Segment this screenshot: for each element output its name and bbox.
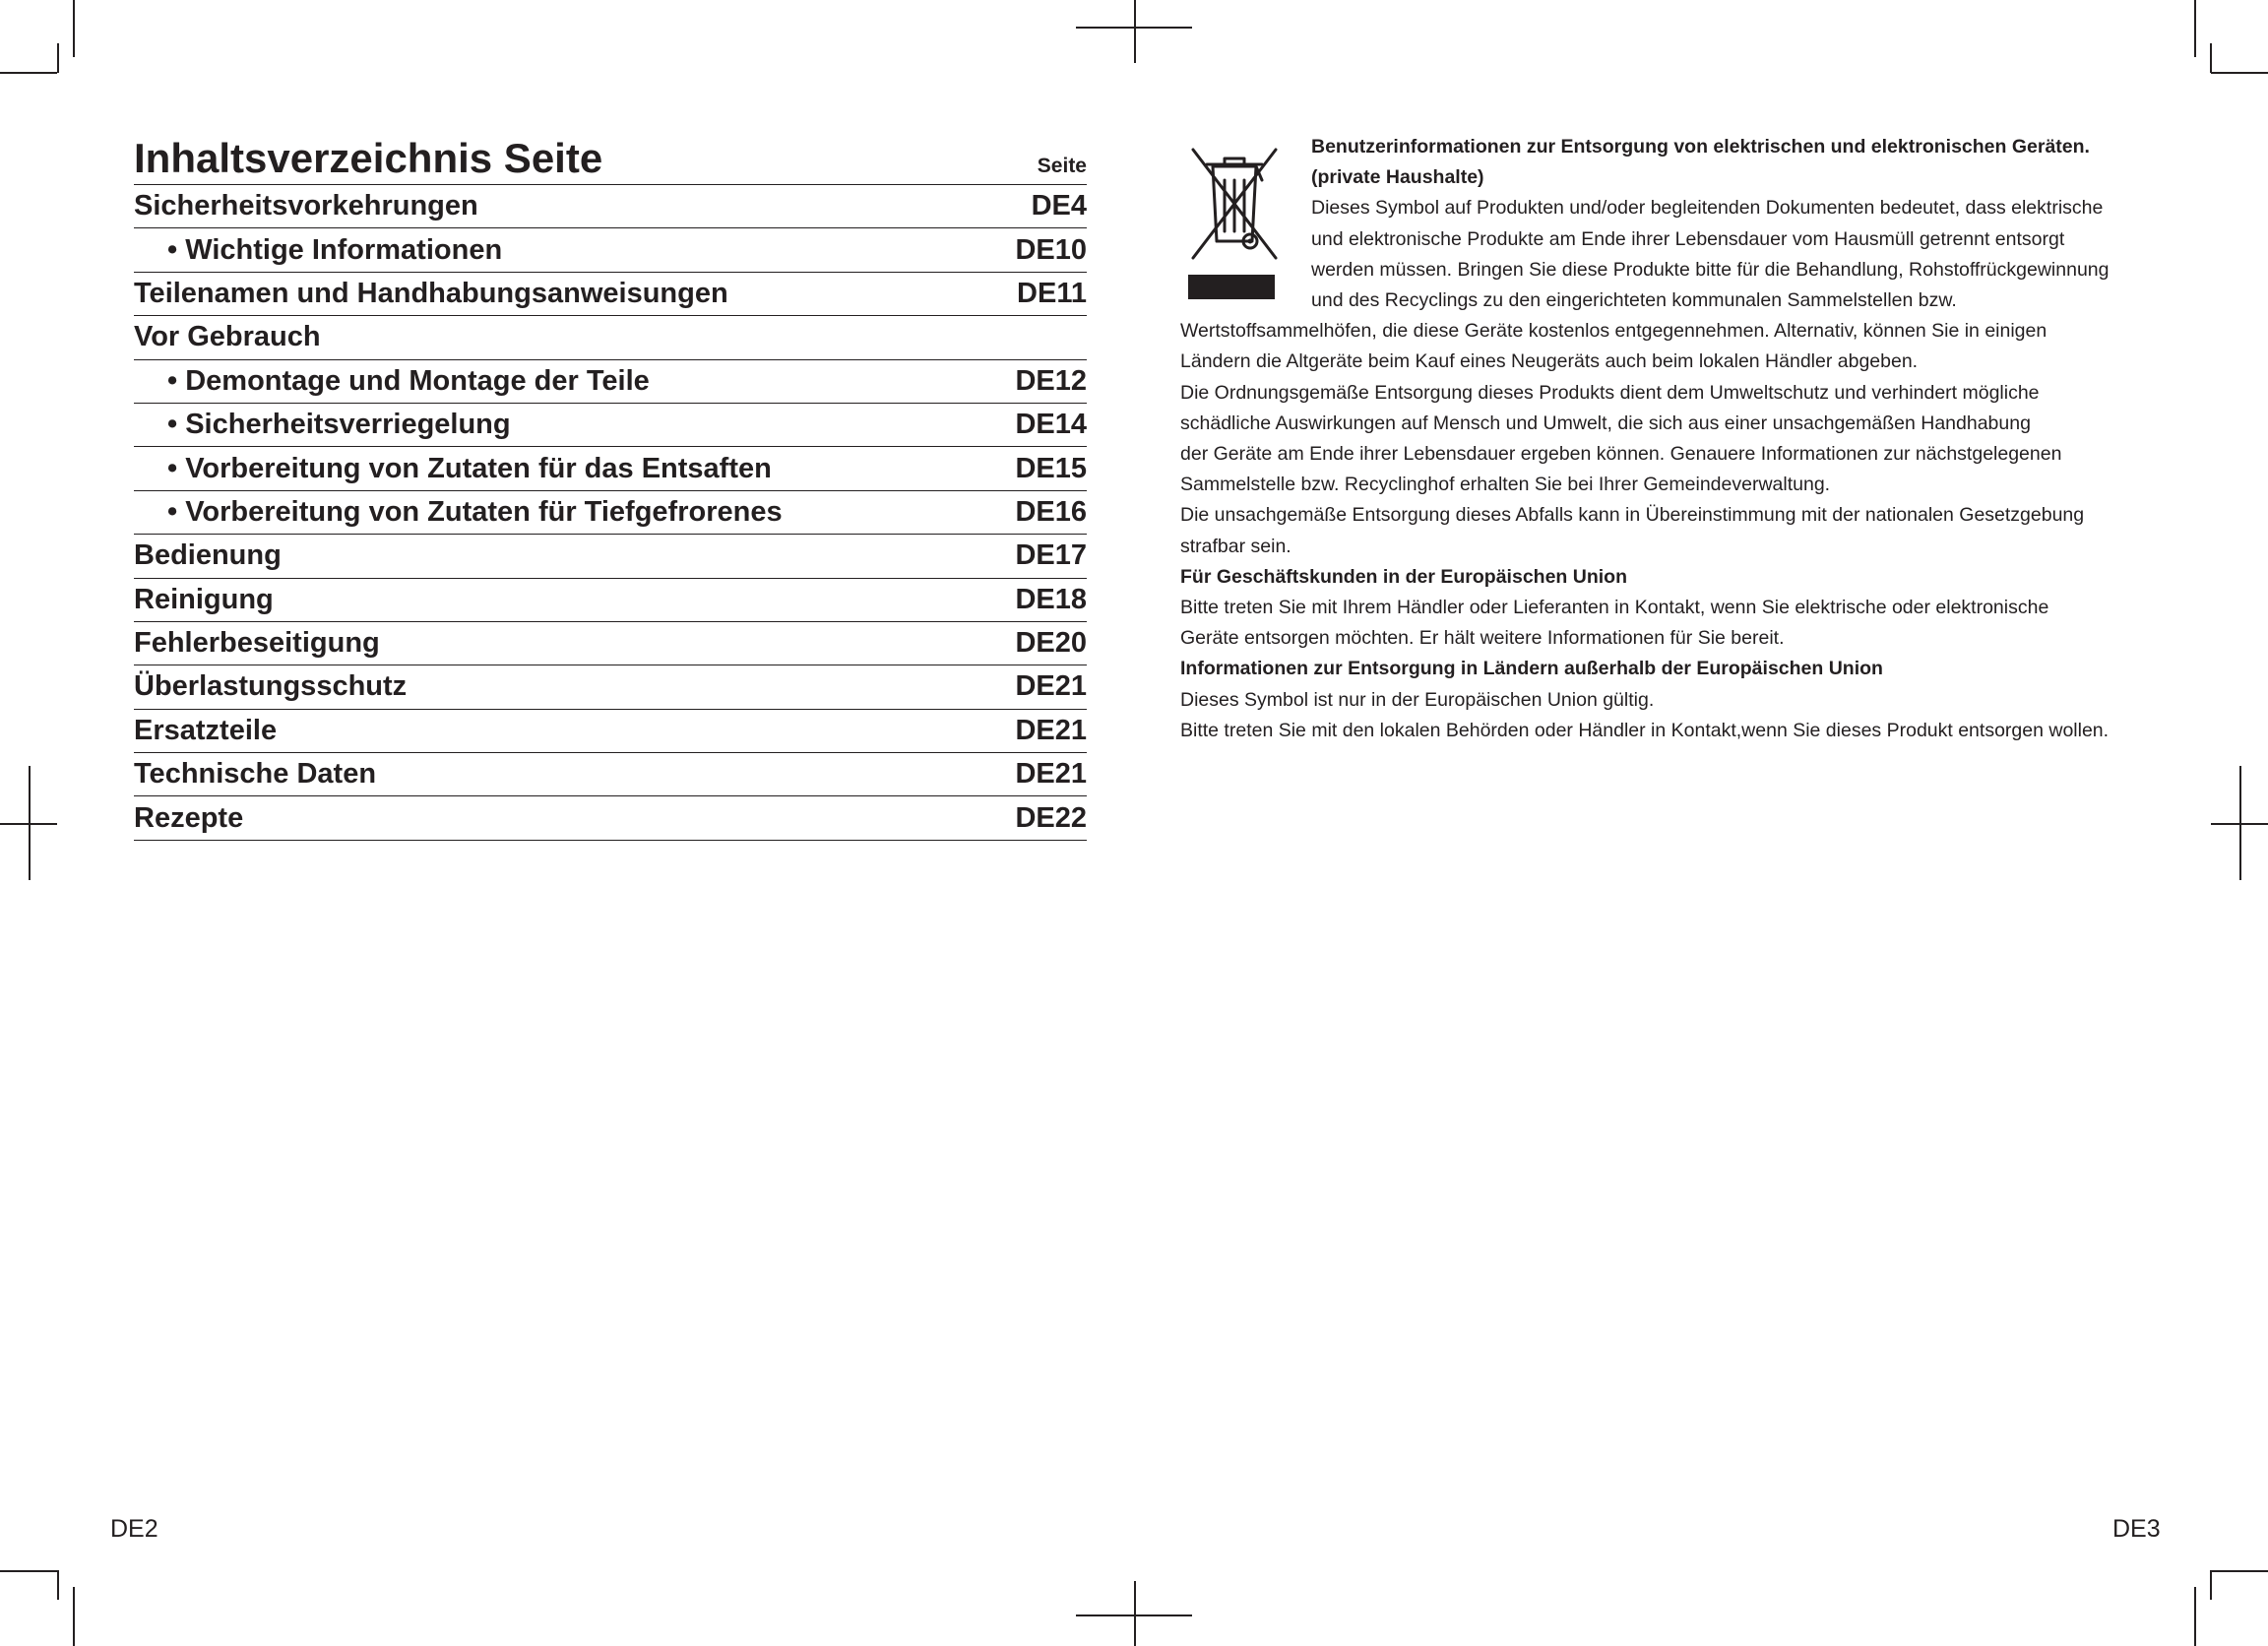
toc-entry-page: DE17 <box>1015 539 1087 572</box>
toc-entry[interactable] <box>134 447 1087 490</box>
toc-entry[interactable] <box>134 579 1087 622</box>
crop-mark <box>0 1570 57 1572</box>
toc-entry[interactable] <box>134 185 1087 228</box>
crop-mark <box>2210 43 2212 73</box>
toc-entry-page: DE14 <box>1015 409 1087 441</box>
toc-title: Inhaltsverzeichnis Seite <box>134 135 603 181</box>
info-line: Bitte treten Sie mit Ihrem Händler oder Lieferanten in Kontakt, wenn Sie elektrische oder elektronische <box>1180 597 2049 619</box>
crop-mark <box>2239 766 2241 880</box>
crop-mark <box>1134 1581 1136 1646</box>
info-line: Ländern die Altgeräte beim Kauf eines Neugeräts auch beim lokalen Händler abgeben. <box>1180 350 1919 373</box>
disposal-information <box>1180 132 2165 746</box>
toc-entry[interactable] <box>134 796 1087 840</box>
toc-entry-label: Teilenamen und Handhabungsanweisungen <box>134 277 728 309</box>
toc-entry-label: Bedienung <box>134 539 282 572</box>
toc-entry[interactable] <box>134 404 1087 447</box>
toc-entry[interactable] <box>134 535 1087 578</box>
toc-entry[interactable] <box>134 622 1087 665</box>
crop-mark <box>2211 1570 2268 1572</box>
toc-entry[interactable] <box>134 665 1087 709</box>
toc-entry-page: DE21 <box>1015 670 1087 703</box>
toc-entry[interactable] <box>134 710 1087 753</box>
toc-entry-page: DE18 <box>1015 583 1087 615</box>
toc-entry-page: DE16 <box>1015 495 1087 528</box>
crop-mark <box>2194 0 2196 57</box>
crop-mark <box>29 766 31 880</box>
toc-entry-label: • Wichtige Informationen <box>167 233 503 266</box>
info-line: schädliche Auswirkungen auf Mensch und Umwelt, die sich aus einer unsachgemäßen Handhabung <box>1180 412 2031 434</box>
toc-entry-label: Ersatzteile <box>134 714 278 746</box>
info-line: werden müssen. Bringen Sie diese Produkte bitte für die Behandlung, Rohstoffrückgewinnung <box>1311 258 2110 281</box>
toc-entry-label: Technische Daten <box>134 758 377 791</box>
toc-entry[interactable] <box>134 273 1087 316</box>
toc-entry-label: Fehlerbeseitigung <box>134 627 380 660</box>
crop-mark <box>2194 1587 2196 1646</box>
toc-entry[interactable] <box>134 316 1087 359</box>
info-line: Die unsachgemäße Entsorgung dieses Abfalls kann in Übereinstimmung mit der nationalen Gesetzgebung <box>1180 504 2085 527</box>
toc-entry-page: DE11 <box>1017 277 1087 309</box>
info-line: der Geräte am Ende ihrer Lebensdauer ergeben können. Genauere Informationen zur nächstgelegenen <box>1180 443 2062 466</box>
toc-entry-label: • Vorbereitung von Zutaten für Tiefgefrorenes <box>167 495 783 528</box>
toc-entry[interactable] <box>134 360 1087 404</box>
info-line: Die Ordnungsgemäße Entsorgung dieses Produkts dient dem Umweltschutz und verhindert mögliche <box>1180 381 2040 404</box>
toc-entry-label: Sicherheitsvorkehrungen <box>134 190 478 222</box>
toc-entry-page: DE21 <box>1015 758 1087 791</box>
toc-entry-label: • Vorbereitung von Zutaten für das Entsaften <box>167 452 772 484</box>
crop-mark <box>57 43 59 73</box>
info-line: Geräte entsorgen möchten. Er hält weitere Informationen für Sie bereit. <box>1180 627 1785 650</box>
crop-mark <box>57 1570 59 1600</box>
toc-entry[interactable] <box>134 228 1087 272</box>
info-line: Bitte treten Sie mit den lokalen Behörden oder Händler in Kontakt,wenn Sie dieses Produkt entsorgen wollen. <box>1180 719 2110 741</box>
toc-entry[interactable] <box>134 753 1087 796</box>
toc-entry-page: DE10 <box>1015 233 1087 266</box>
crop-mark <box>73 0 75 57</box>
info-line: Dieses Symbol ist nur in der Europäischen Union gültig. <box>1180 688 1655 711</box>
toc-entry-label: Überlastungsschutz <box>134 670 408 703</box>
toc-entry-page: DE21 <box>1015 714 1087 746</box>
toc-entry[interactable] <box>134 491 1087 535</box>
crop-mark <box>2211 72 2268 74</box>
info-heading: (private Haushalte) <box>1311 166 1484 189</box>
toc-entries <box>134 185 1087 841</box>
toc-entry-label: Reinigung <box>134 583 274 615</box>
info-heading: Benutzerinformationen zur Entsorgung von elektrischen und elektronischen Geräten. <box>1311 136 2090 158</box>
table-of-contents <box>134 133 1087 841</box>
crop-mark <box>2210 1570 2212 1600</box>
toc-entry-page: DE20 <box>1015 627 1087 660</box>
crop-mark <box>73 1587 75 1646</box>
page-number-right: DE3 <box>2112 1515 2161 1543</box>
crop-mark <box>1134 0 1136 63</box>
toc-entry-label: • Sicherheitsverriegelung <box>167 409 511 441</box>
crop-mark <box>0 72 57 74</box>
toc-entry-label: • Demontage und Montage der Teile <box>167 364 650 397</box>
info-line: Sammelstelle bzw. Recyclinghof erhalten Sie bei Ihrer Gemeindeverwaltung. <box>1180 474 1831 496</box>
toc-entry-page: DE22 <box>1015 801 1087 834</box>
toc-entry-page: DE15 <box>1015 452 1087 484</box>
info-line: Dieses Symbol auf Produkten und/oder begleitenden Dokumenten bedeutet, dass elektrische <box>1311 197 2104 220</box>
info-line: und elektronische Produkte am Ende ihrer Lebensdauer vom Hausmüll getrennt entsorgt <box>1311 227 2065 250</box>
info-heading: Für Geschäftskunden in der Europäischen Union <box>1180 565 1627 588</box>
toc-entry-page: DE12 <box>1015 364 1087 397</box>
toc-entry-label: Rezepte <box>134 801 244 834</box>
toc-page-column-header: Seite <box>1037 155 1087 177</box>
toc-header <box>134 133 1087 185</box>
toc-entry-label: Vor Gebrauch <box>134 321 321 353</box>
info-line: Wertstoffsammelhöfen, die diese Geräte kostenlos entgegennehmen. Alternativ, können Sie in einigen <box>1180 320 2048 343</box>
toc-entry-page: DE4 <box>1031 190 1087 222</box>
info-line: und des Recyclings zu den eingerichteten kommunalen Sammelstellen bzw. <box>1311 289 1957 312</box>
info-line: strafbar sein. <box>1180 535 1292 557</box>
info-heading: Informationen zur Entsorgung in Ländern außerhalb der Europäischen Union <box>1180 658 1883 680</box>
page-number-left: DE2 <box>110 1515 158 1543</box>
